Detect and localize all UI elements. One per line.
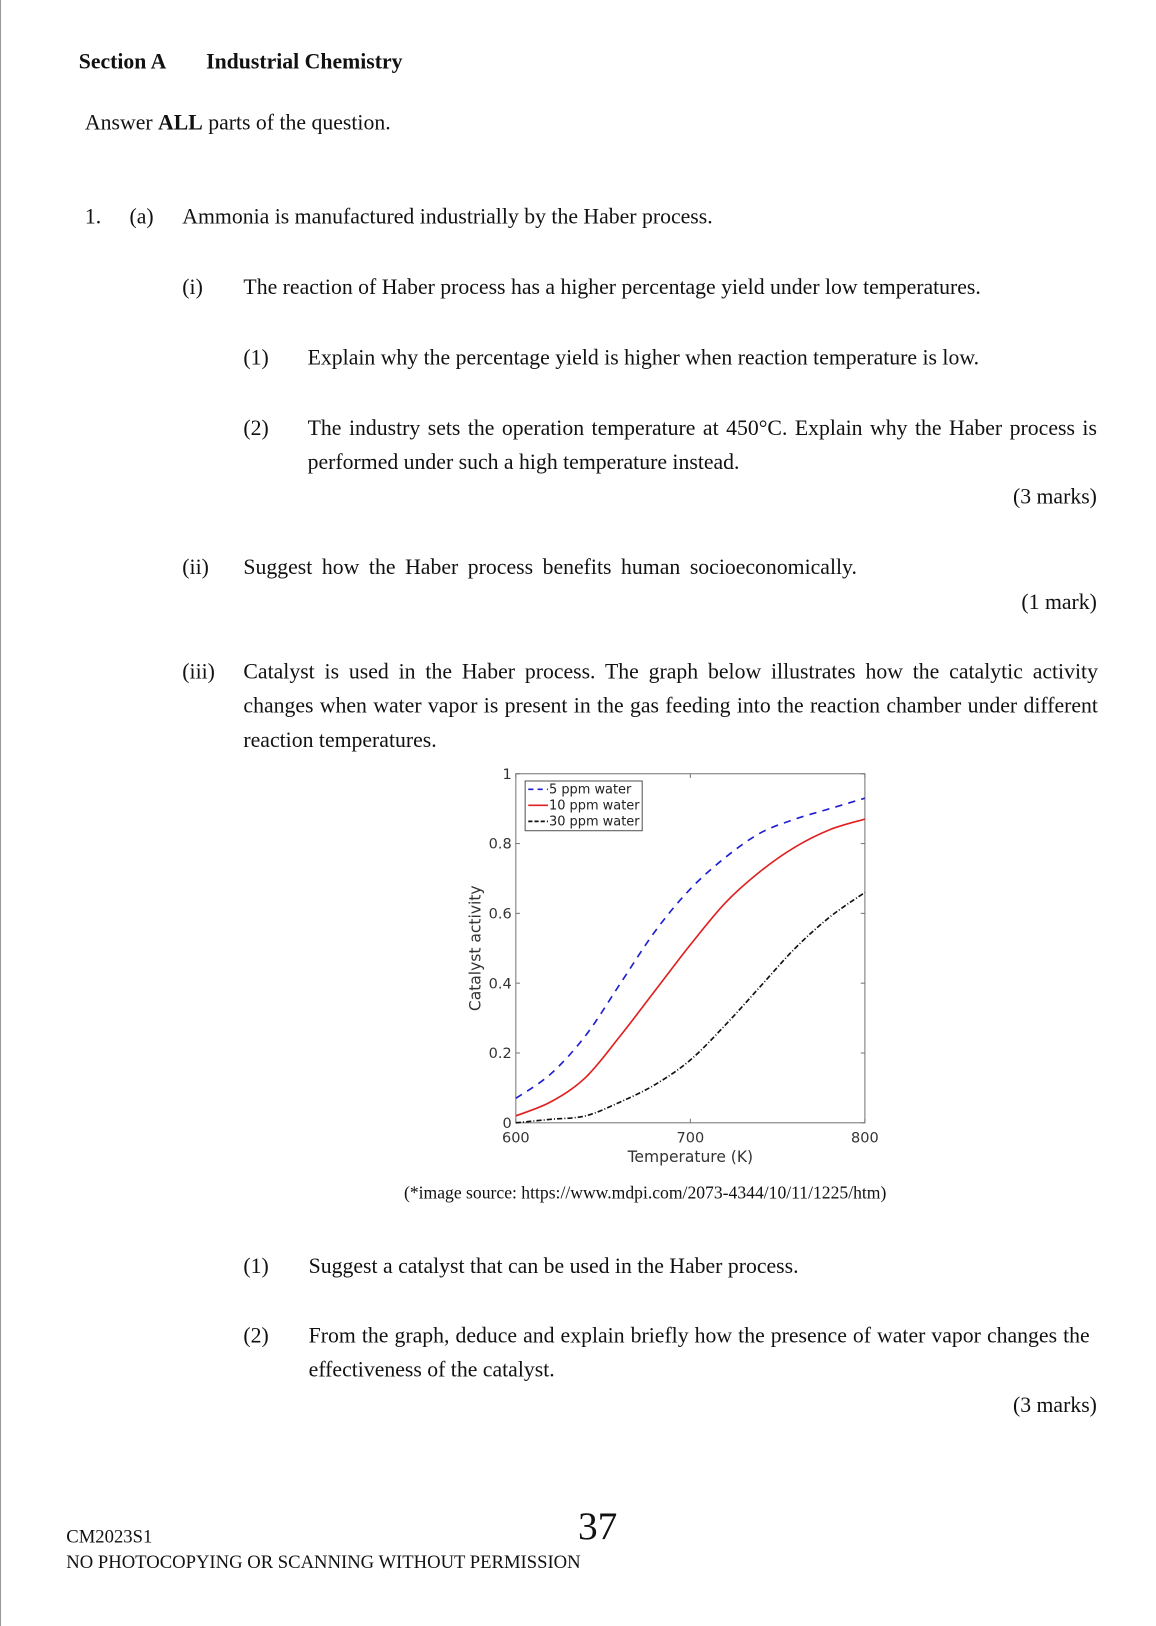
instruction: Answer ALL parts of the question. bbox=[84, 109, 391, 135]
part-iii-sub1-text: Suggest a catalyst that can be used in the Haber process. bbox=[308, 1253, 799, 1279]
part-iii-text: Catalyst is used in the Haber process. The graph below illustrates how the catalytic activity changes when water vapor is present in the gas feeding into the reaction chamber under different reaction temperatures. bbox=[243, 658, 1098, 752]
x-tick-label: 800 bbox=[851, 1130, 879, 1147]
part-ii-label: (ii) bbox=[182, 554, 209, 580]
y-tick-label: 0.8 bbox=[488, 836, 512, 853]
legend-label: 10 ppm water bbox=[548, 798, 640, 814]
section-title: Industrial Chemistry bbox=[206, 48, 403, 74]
part-i-marks: (3 marks) bbox=[1012, 483, 1097, 509]
part-i-label: (i) bbox=[182, 274, 203, 300]
y-tick-label: 1 bbox=[502, 766, 512, 783]
page-number: 37 bbox=[577, 1505, 618, 1549]
y-tick-label: 0.4 bbox=[488, 976, 512, 993]
part-ii-text: Suggest how the Haber process benefits human socioeconomically. bbox=[243, 554, 857, 580]
part-i-sub1-text: Explain why the percentage yield is higher when reaction temperature is low. bbox=[307, 344, 980, 370]
part-iii-sub1-label: (1) bbox=[243, 1253, 269, 1279]
part-iii-sub2-text: From the graph, deduce and explain briefly how the presence of water vapor changes the effectiveness of the catalyst. bbox=[308, 1322, 1090, 1382]
question-number: 1. bbox=[84, 204, 102, 229]
catalyst-activity-chart bbox=[456, 761, 891, 1175]
part-i-sub1-label: (1) bbox=[243, 344, 269, 370]
y-tick-label: 0 bbox=[502, 1115, 512, 1132]
part-iii-sub2-label: (2) bbox=[243, 1322, 269, 1348]
part-i-sub2-text: The industry sets the operation temperature at 450°C. Explain why the Haber process is performed under such a high temperature instead. bbox=[307, 415, 1097, 475]
legend-label: 5 ppm water bbox=[548, 782, 632, 798]
part-iii-marks: (3 marks) bbox=[1012, 1392, 1097, 1417]
y-tick-label: 0.6 bbox=[488, 906, 512, 923]
x-tick-label: 700 bbox=[676, 1130, 705, 1147]
footer-code: CM2023S1 bbox=[66, 1525, 153, 1547]
part-a-text: Ammonia is manufactured industrially by the Haber process. bbox=[182, 204, 713, 229]
part-iii-label: (iii) bbox=[182, 658, 215, 684]
y-tick-label: 0.2 bbox=[488, 1046, 512, 1063]
x-axis-label: Temperature (K) bbox=[627, 1148, 754, 1167]
section-label: Section A bbox=[78, 48, 167, 74]
footer-notice: NO PHOTOCOPYING OR SCANNING WITHOUT PERMISSION bbox=[66, 1551, 581, 1573]
part-a-label: (a) bbox=[129, 204, 154, 229]
part-i-text: The reaction of Haber process has a higher percentage yield under low temperatures. bbox=[243, 274, 981, 300]
part-i-sub2-label: (2) bbox=[243, 415, 269, 441]
image-source: (*image source: https://www.mdpi.com/2073-4344/10/11/1225/htm) bbox=[403, 1182, 887, 1203]
legend-label: 30 ppm water bbox=[548, 814, 640, 830]
part-ii-marks: (1 mark) bbox=[1021, 589, 1097, 615]
page-border bbox=[0, 0, 1, 1626]
x-tick-label: 600 bbox=[501, 1130, 530, 1147]
y-axis-label: Catalyst activity bbox=[466, 885, 485, 1012]
